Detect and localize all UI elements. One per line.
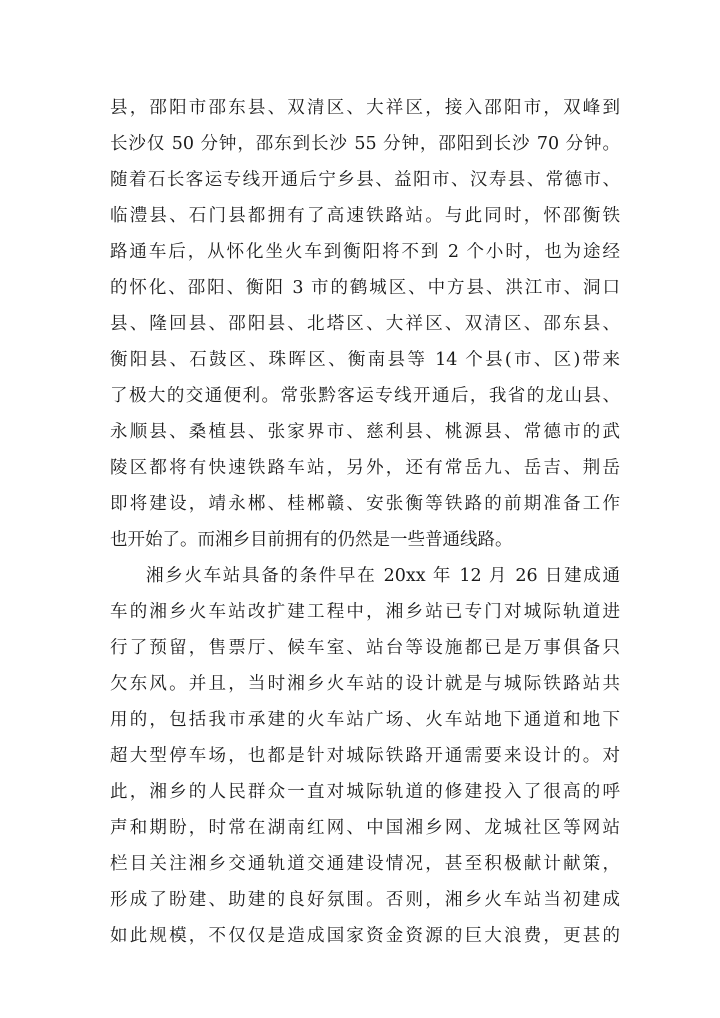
text-line: 了极大的交通便利。常张黔客运专线开通后，我省的龙山县、 — [110, 386, 620, 406]
text-line: 衡阳县、石鼓区、珠晖区、衡南县等 14 个县(市、区)带来 — [110, 350, 620, 370]
text-line: 此，湘乡的人民群众一直对城际轨道的修建投入了很高的呼 — [110, 782, 620, 802]
text-line: 欠东风。并且，当时湘乡火车站的设计就是与城际铁路站共 — [110, 674, 620, 694]
text-line: 声和期盼，时常在湖南红网、中国湘乡网、龙城社区等网站 — [110, 818, 620, 838]
text-line: 即将建设，靖永郴、桂郴赣、安张衡等铁路的前期准备工作 — [110, 494, 620, 514]
paragraph-1 — [110, 90, 620, 558]
text-line: 临澧县、石门县都拥有了高速铁路站。与此同时，怀邵衡铁 — [110, 206, 620, 226]
body-text — [110, 90, 620, 954]
text-line: 车的湘乡火车站改扩建工程中，湘乡站已专门对城际轨道进 — [110, 602, 620, 622]
text-line: 陵区都将有快速铁路车站，另外，还有常岳九、岳吉、荆岳 — [110, 458, 620, 478]
text-line: 的怀化、邵阳、衡阳 3 市的鹤城区、中方县、洪江市、洞口 — [110, 278, 620, 298]
text-line: 也开始了。而湘乡目前拥有的仍然是一些普通线路。 — [110, 530, 513, 550]
text-line: 行了预留，售票厅、候车室、站台等设施都已是万事俱备只 — [110, 638, 620, 658]
paragraph-2 — [110, 558, 620, 954]
text-line: 路通车后，从怀化坐火车到衡阳将不到 2 个小时，也为途经 — [110, 242, 620, 262]
text-line: 县，邵阳市邵东县、双清区、大祥区，接入邵阳市，双峰到 — [110, 98, 620, 118]
text-line: 用的，包括我市承建的火车站广场、火车站地下通道和地下 — [110, 710, 620, 730]
text-line: 长沙仅 50 分钟，邵东到长沙 55 分钟，邵阳到长沙 70 分钟。 — [110, 134, 620, 154]
text-line: 随着石长客运专线开通后宁乡县、益阳市、汉寿县、常德市、 — [110, 170, 620, 190]
text-line: 形成了盼建、助建的良好氛围。否则，湘乡火车站当初建成 — [110, 890, 620, 910]
text-line: 湘乡火车站具备的条件早在 20xx 年 12 月 26 日建成通 — [146, 566, 620, 586]
text-line: 超大型停车场，也都是针对城际铁路开通需要来设计的。对 — [110, 746, 620, 766]
text-line: 县、隆回县、邵阳县、北塔区、大祥区、双清区、邵东县、 — [110, 314, 620, 334]
text-line: 如此规模，不仅仅是造成国家资金资源的巨大浪费，更甚的 — [110, 926, 620, 946]
text-line: 栏目关注湘乡交通轨道交通建设情况，甚至积极献计献策， — [110, 854, 620, 874]
text-line: 永顺县、桑植县、张家界市、慈利县、桃源县、常德市的武 — [110, 422, 620, 442]
